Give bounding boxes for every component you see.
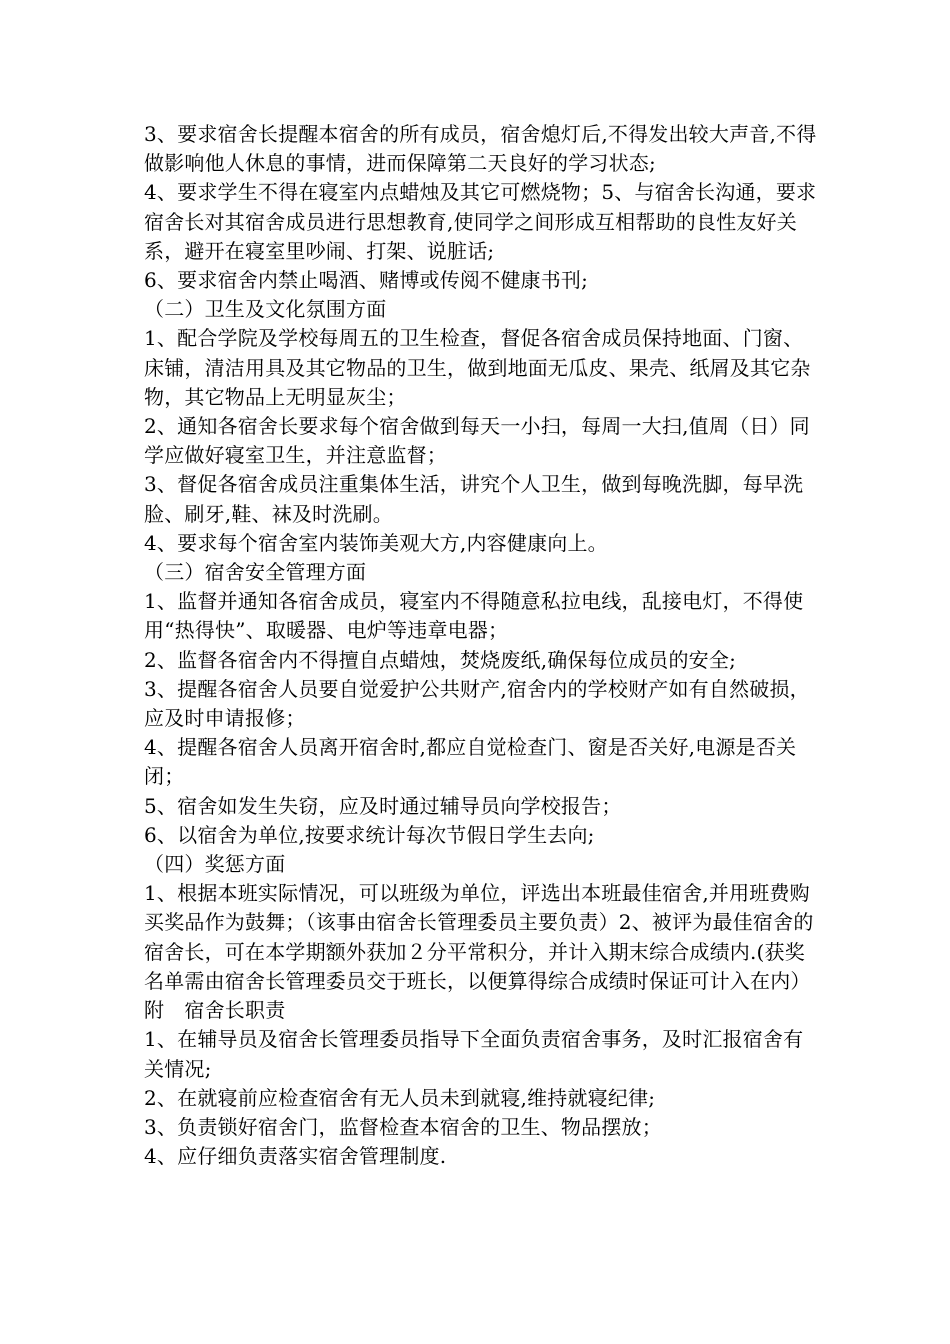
section-heading: （三）宿舍安全管理方面: [144, 560, 367, 585]
section-heading: （四）奖惩方面: [144, 852, 286, 877]
paragraph: 2、监督各宿舍内不得擅自点蜡烛，焚烧废纸,确保每位成员的安全;: [144, 647, 737, 672]
paragraph: 4、提醒各宿舍人员离开宿舍时,都应自觉检查门、窗是否关好,电源是否关闭；: [144, 735, 797, 789]
section-heading: （二）卫生及文化氛围方面: [144, 297, 387, 322]
paragraph: 1、在辅导员及宿舍长管理委员指导下全面负责宿舍事务，及时汇报宿舍有关情况;: [144, 1027, 804, 1081]
paragraph: 1、根据本班实际情况，可以班级为单位，评选出本班最佳宿舍,并用班费购买奖品作为鼓舞；（该事由宿舍长管理委员主要负责）2、被评为最佳宿舍的宿舍长，可在本学期额外获加２分平常积分，并计入期末综合成绩内.(获奖名单需由宿舍长管理委员交于班长，以便算得综合成绩时保证可计入在内）: [144, 881, 814, 993]
paragraph: 5、宿舍如发生失窃，应及时通过辅导员向学校报告；: [144, 793, 622, 818]
paragraph: 1、配合学院及学校每周五的卫生检查，督促各宿舍成员保持地面、门窗、床铺，清洁用具及其它物品的卫生，做到地面无瓜皮、果壳、纸屑及其它杂物，其它物品上无明显灰尘；: [144, 326, 811, 409]
paragraph: 3、负责锁好宿舍门，监督检查本宿舍的卫生、物品摆放；: [144, 1114, 662, 1139]
paragraph: 1、监督并通知各宿舍成员，寝室内不得随意私拉电线，乱接电灯，不得使用“热得快”、取暖器、电炉等违章电器；: [144, 589, 804, 643]
paragraph: 3、提醒各宿舍人员要自觉爱护公共财产,宿舍内的学校财产如有自然破损，应及时申请报修；: [144, 676, 810, 731]
paragraph: 6、以宿舍为单位,按要求统计每次节假日学生去向;: [144, 822, 595, 847]
document-body: [144, 120, 820, 1171]
section-heading: 附 宿舍长职责: [144, 998, 286, 1023]
paragraph: 2、通知各宿舍长要求每个宿舍做到每天一小扫，每周一大扫,值周（日）同学应做好寝室卫生，并注意监督；: [144, 414, 810, 468]
paragraph: 4、要求每个宿舍室内装饰美观大方,内容健康向上。: [144, 530, 608, 555]
paragraph: 6、要求宿舍内禁止喝酒、赌博或传阅不健康书刊;: [144, 268, 589, 293]
paragraph: 3、督促各宿舍成员注重集体生活，讲究个人卫生，做到每晚洗脚，每早洗脸、刷牙,鞋、袜及时洗刷。: [144, 472, 804, 526]
paragraph: 2、在就寝前应检查宿舍有无人员未到就寝,维持就寝纪律;: [144, 1085, 656, 1110]
paragraph: 4、要求学生不得在寝室内点蜡烛及其它可燃烧物；5、与宿舍长沟通，要求宿舍长对其宿舍成员进行思想教育,使同学之间形成互相帮助的良性友好关系，避开在寝室里吵闹、打架、说脏话;: [144, 180, 817, 263]
paragraph: 3、要求宿舍长提醒本宿舍的所有成员，宿舍熄灯后,不得发出较大声音,不得做影响他人休息的事情，进而保障第二天良好的学习状态;: [144, 122, 817, 176]
paragraph: 4、应仔细负责落实宿舍管理制度.: [144, 1144, 447, 1169]
